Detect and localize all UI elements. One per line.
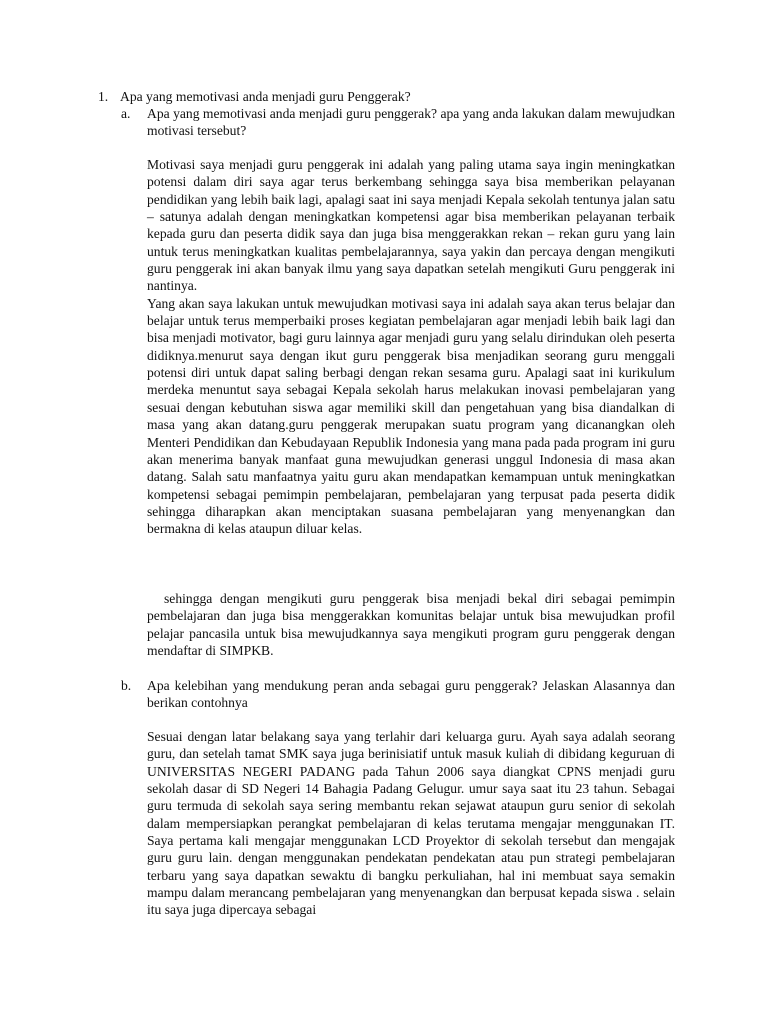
question-number: 1. (98, 89, 109, 104)
part-a-paragraph-3: sehingga dengan mengikuti guru penggerak bisa menjadi bekal diri sebagai pemimpin pembelajaran dan juga bisa menggerakkan komunitas belajar untuk bisa mewujudkan profil pelajar pancasila untuk bisa mewujudkannya saya mengikuti program guru penggerak dengan mendaftar di SIMPKB. (147, 591, 675, 659)
part-a-answer (147, 156, 675, 538)
part-b-marker: b. (121, 678, 132, 693)
part-b-question: Apa kelebihan yang mendukung peran anda sebagai guru penggerak? Jelaskan Alasannya dan berikan contohnya (147, 678, 675, 711)
question-heading (98, 88, 411, 105)
question-text: Apa yang memotivasi anda menjadi guru Penggerak? (120, 89, 411, 104)
part-a-question: Apa yang memotivasi anda menjadi guru penggerak? apa yang anda lakukan dalam mewujudkan motivasi tersebut? (147, 106, 675, 139)
part-a-paragraph-1: Motivasi saya menjadi guru penggerak ini adalah yang paling utama saya ingin meningkatkan potensi dalam diri saya agar terus berkembang sehingga saya bisa memberikan pelayanan pendidikan yang lebih baik lagi, apalagi saat ini saya menjadi Kepala sekolah tentunya jalan satu – satunya adalah dengan meningkatkan kompetensi agar bisa memberikan pelayanan terbaik kepada guru dan peserta didik saya dan juga bisa menggerakkan rekan – rekan guru yang lain untuk terus meningkatkan kualitas pembelajarannya, saya yakin dan percaya dengan mengikuti guru penggerak ini akan banyak ilmu yang saya dapatkan setelah mengikuti Guru penggerak ini nantinya. (147, 157, 675, 294)
part-a-paragraph-2: Yang akan saya lakukan untuk mewujudkan motivasi saya ini adalah saya akan terus belajar dan belajar untuk terus memperbaiki proses kegiatan pembelajaran agar menjadi lebih baik lagi dan bisa menjadi motivator, bagi guru lainnya agar menjadi guru yang selalu dirindukan oleh peserta didiknya.menurut saya dengan ikut guru penggerak bisa menjadikan seorang guru menggali potensi diri untuk dapat saling berbagi dengan rekan sesama guru. Apalagi saat ini kurikulum merdeka menuntut saya sebagai Kepala sekolah harus melakukan inovasi pembelajaran yang sesuai dengan kebutuhan siswa agar memiliki skill dan pengetahuan yang bisa diandalkan di masa yang akan datang.guru penggerak merupakan suatu program yang dicanangkan oleh Menteri Pendidikan dan Kebudayaan Republik Indonesia yang mana pada pada program ini guru akan menerima banyak manfaat guna mewujudkan generasi unggul Indonesia di masa akan datang. Salah satu manfaatnya yaitu guru akan mendapatkan kemampuan untuk meningkatkan kompetensi sebagai pemimpin pembelajaran, pembelajaran yang terpusat pada peserta didik sehingga diharapkan akan menciptakan suasana pembelajaran yang menyenangkan dan bermakna di kelas ataupun diluar kelas. (147, 295, 675, 537)
part-b-paragraph-1: Sesuai dengan latar belakang saya yang terlahir dari keluarga guru. Ayah saya adalah seorang guru, dan setelah tamat SMK saya juga berinisiatif untuk masuk kuliah di dibidang keguruan di UNIVERSITAS NEGERI PADANG pada Tahun 2006 saya diangkat CPNS menjadi guru sekolah dasar di SD Negeri 14 Bahagia Padang Gelugur. umur saya saat itu 23 tahun. Sebagai guru termuda di sekolah saya sering membantu rekan sejawat ataupun guru senior di sekolah dalam mempersiapkan perangkat pembelajaran di kelas terutama mengajar menggunakan IT. Saya pertama kali mengajar menggunakan LCD Proyektor di sekolah tersebut dan mengajak guru guru lain. dengan menggunakan pendekatan pendekatan atau pun strategi pembelajaran terbaru yang saya dapatkan sewaktu di bangku perkuliahan, hal ini membuat saya semakin mampu dalam merancang pembelajaran yang menyenangkan dan berpusat kepada siswa . selain itu saya juga dipercaya sebagai (147, 729, 675, 918)
part-a-marker: a. (121, 106, 131, 121)
